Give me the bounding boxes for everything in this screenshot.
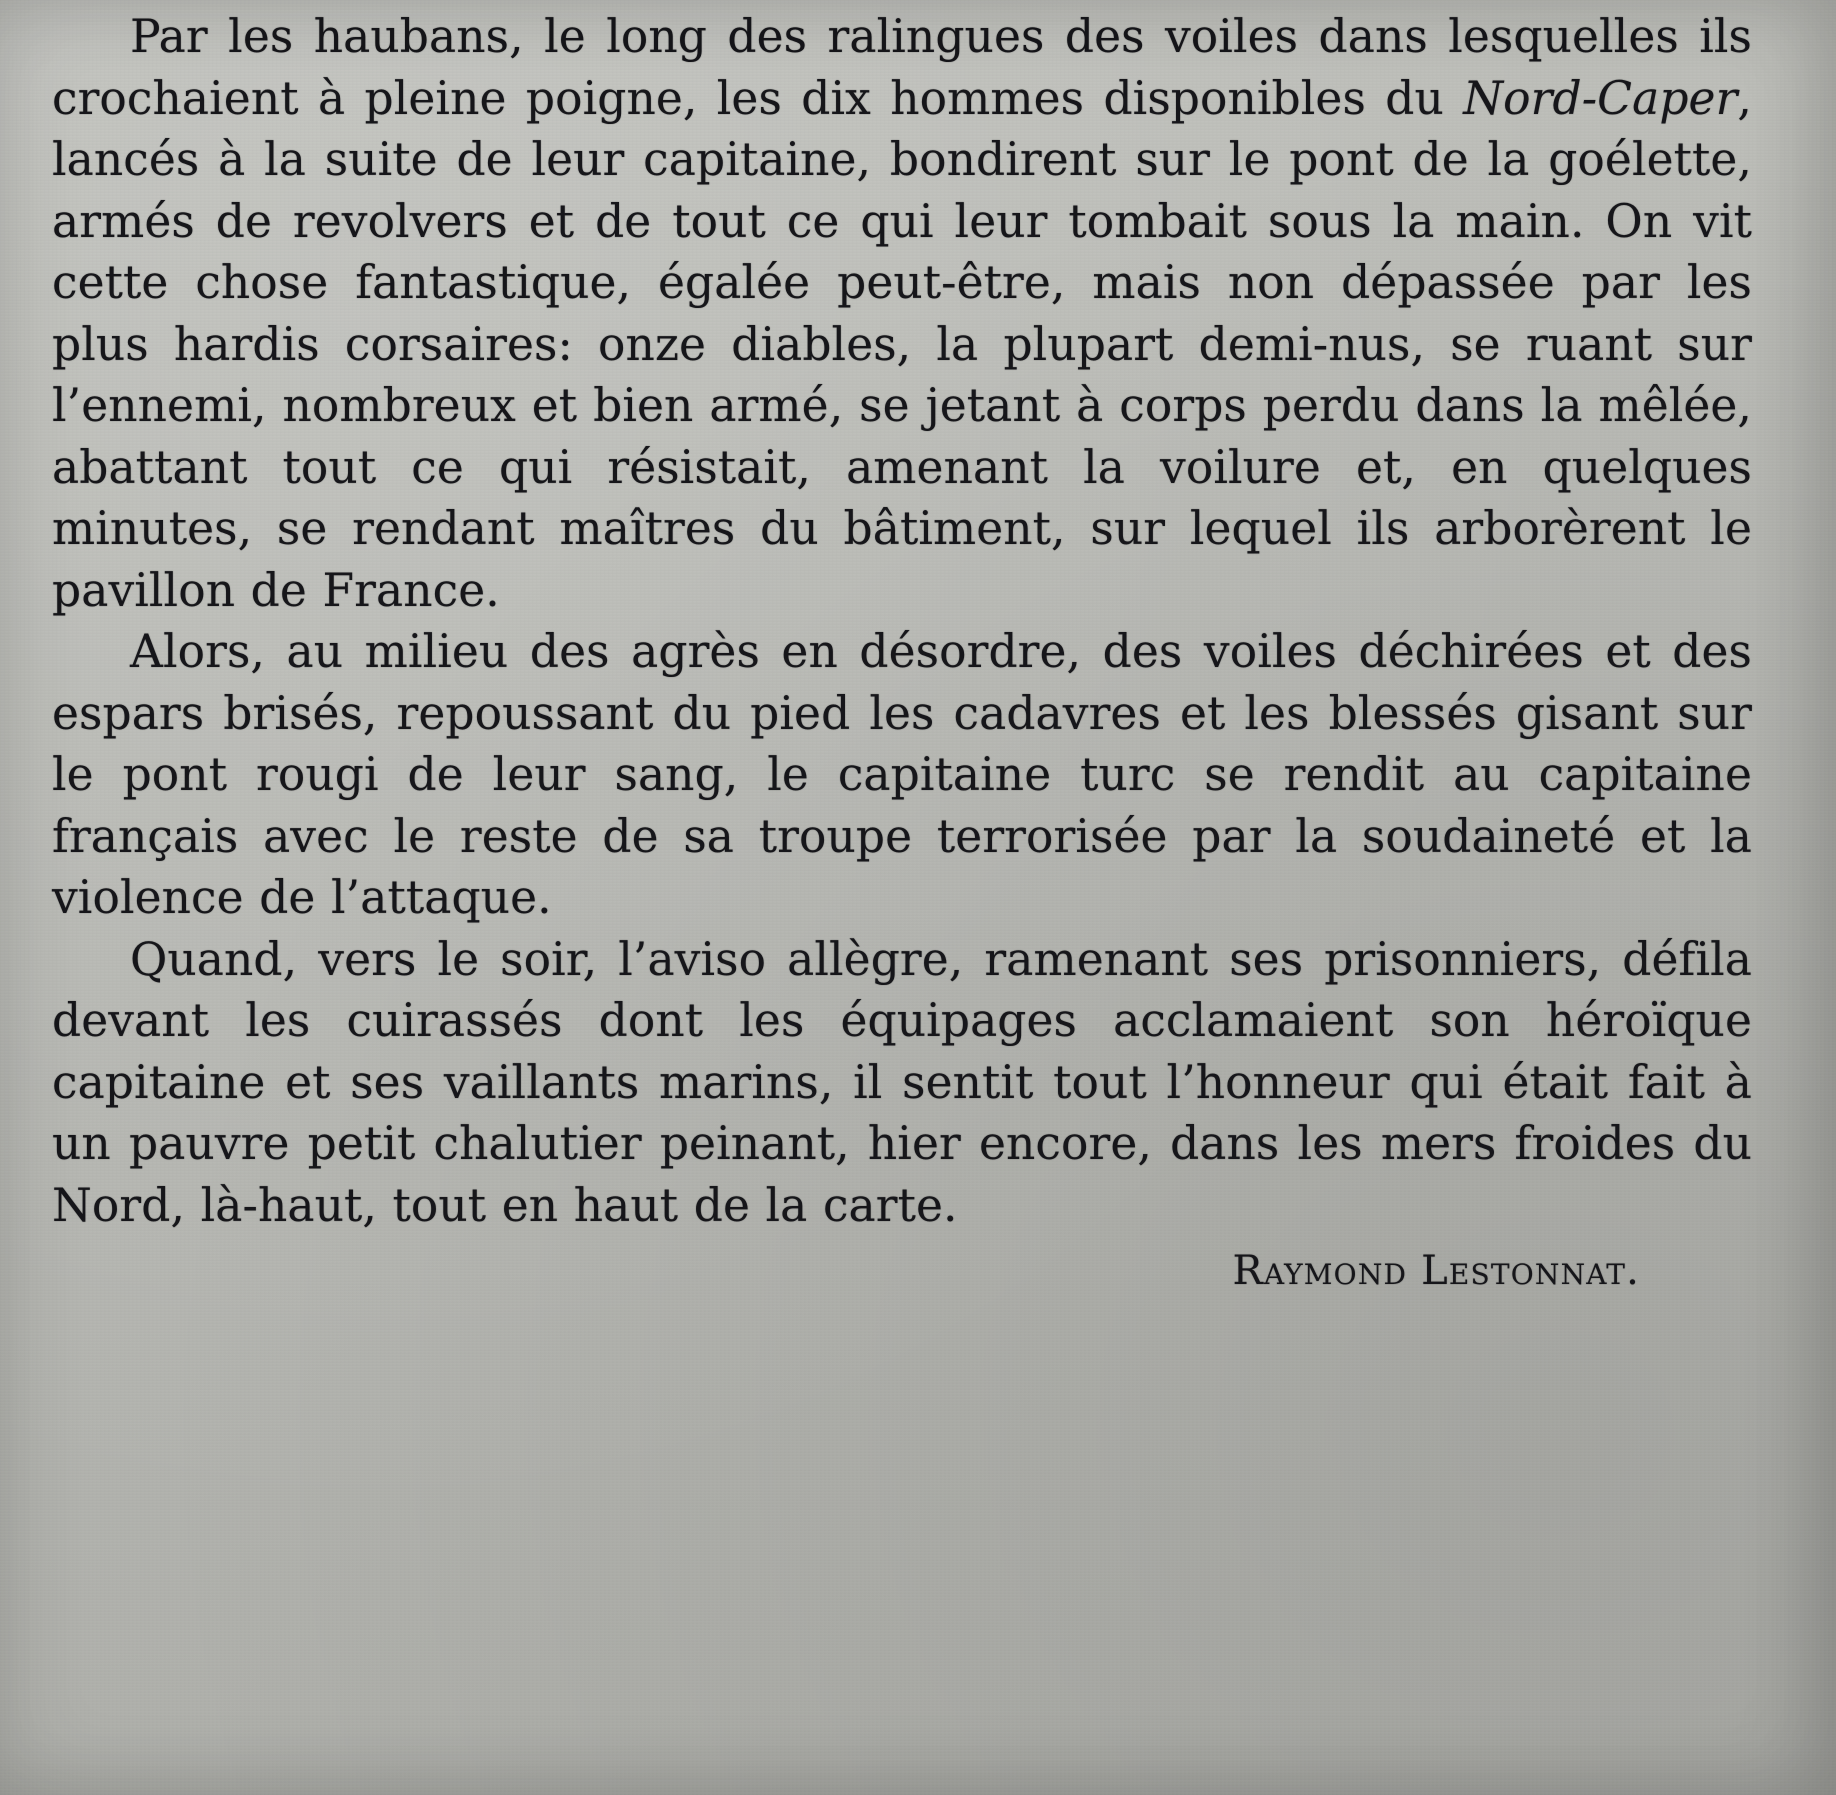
paragraph-1: [52, 6, 1752, 621]
paragraph-1-part-1: Par les haubans, le long des ralingues des voiles dans lesquelles ils crochaient à pleine poigne, les dix hommes disponibles du: [52, 10, 1752, 125]
paragraph-2: Alors, au milieu des agrès en désordre, des voiles déchirées et des espars brisés, repoussant du pied les cadavres et les blessés gisant sur le pont rougi de leur sang, le capitaine turc se rendit au capitaine français avec le reste de sa troupe terrorisée par la soudaineté et la violence de l’attaque.: [52, 625, 1752, 924]
text-column: [52, 6, 1752, 1300]
paragraph-3: Quand, vers le soir, l’aviso allègre, ramenant ses prisonniers, défila devant les cuirassés dont les équipages acclamaient son héroïque capitaine et ses vaillants marins, il sentit tout l’honneur qui était fait à un pauvre petit chalutier peinant, hier encore, dans les mers froides du Nord, là-haut, tout en haut de la carte.: [52, 932, 1752, 1232]
ship-name-italic: Nord-Caper: [1463, 71, 1738, 125]
author-signature: Raymond Lestonnat.: [1232, 1248, 1640, 1294]
paragraph-1-part-2: , lancés à la suite de leur capitaine, bondirent sur le pont de la goélette, armés de revolvers et de tout ce qui leur tombait sous la main. On vit cette chose fantastique, égalée peut-être, mais non dépassée par les plus hardis corsaires: onze diables, la plupart demi-nus, se ruant sur l’ennemi, nombreux et bien armé, se jetant à corps perdu dans la mêlée, abattant tout ce qui résistait, amenant la voilure et, en quelques minutes, se rendant maîtres du bâtiment, sur lequel ils arborèrent le pavillon de France.: [52, 71, 1752, 617]
